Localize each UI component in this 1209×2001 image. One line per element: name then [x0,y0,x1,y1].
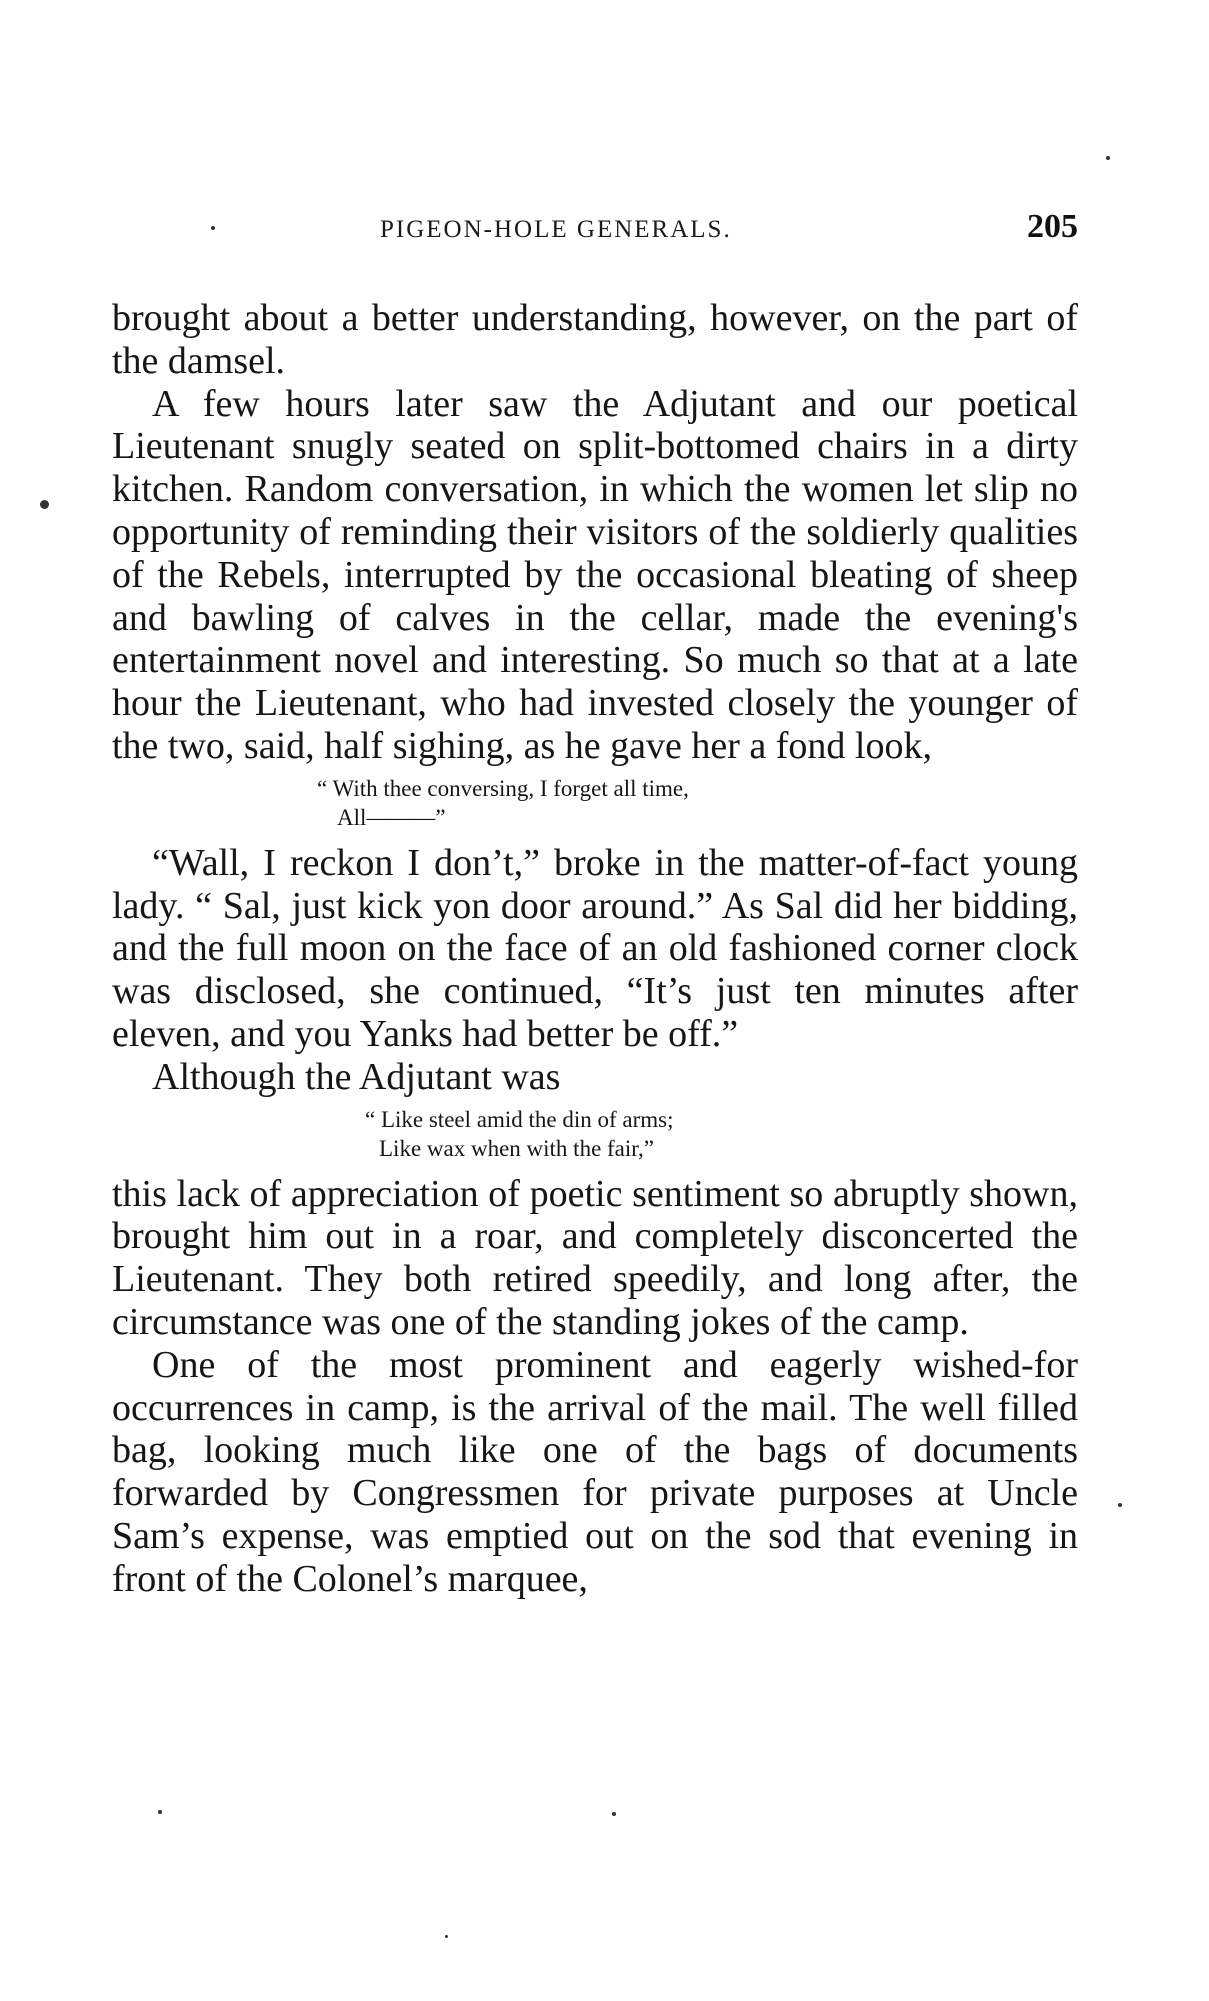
paragraph-4: Although the Adjutant was [152,1055,561,1098]
running-head: PIGEON-HOLE GENERALS. [380,216,732,243]
scan-speck [211,226,215,230]
scan-speck [445,1935,448,1938]
verse-quote-2 [112,1105,1078,1163]
body-text [112,297,1078,1601]
scan-speck [1118,1503,1122,1507]
verse-1-line-1: “ With thee conversing, I forget all time, [317,775,689,801]
paragraph-1: brought about a better understanding, however, on the part of the damsel. [112,297,1078,382]
verse-quote-1 [112,774,1078,832]
verse-2-line-2: Like wax when with the fair,” [379,1135,654,1161]
verse-1-line-2: All———” [337,804,446,830]
page-header [110,208,1078,252]
paragraph-5: this lack of appreciation of poetic sentiment so abruptly shown, brought him out in a roar, and completely disconcerted the Lieutenant. They both retired speedily, and long after, the circumstance was one of the standing jokes of the camp. [112,1172,1078,1343]
page-number: 205 [1027,208,1078,245]
paragraph-6: One of the most prominent and eagerly wished-for occurrences in camp, is the arrival of the mail. The well filled bag, looking much like one of the bags of documents forwarded by Congressmen for private purposes at Uncle Sam’s expense, was emptied out on the sod that evening in front of the Colonel’s marquee, [112,1343,1078,1600]
paragraph-2: A few hours later saw the Adjutant and our poetical Lieutenant snugly seated on split-bottomed chairs in a dirty kitchen. Random conversation, in which the women let slip no opportunity of reminding their visitors of the soldierly qualities of the Rebels, interrupted by the occasional bleating of sheep and bawling of calves in the cellar, made the evening's entertainment novel and interesting. So much so that at a late hour the Lieutenant, who had invested closely the younger of the two, said, half sighing, as he gave her a fond look, [112,382,1078,767]
paragraph-3: “Wall, I reckon I don’t,” broke in the matter-of-fact young lady. “ Sal, just kick yon door around.” As Sal did her bidding, and the full moon on the face of an old fashioned corner clock was disclosed, she continued, “It’s just ten minutes after eleven, and you Yanks had better be off.” [112,841,1078,1055]
scan-speck [612,1812,616,1816]
scan-speck [40,500,49,509]
scan-speck [1106,156,1110,160]
verse-2-line-1: “ Like steel amid the din of arms; [365,1106,674,1132]
scan-speck [158,1810,162,1814]
